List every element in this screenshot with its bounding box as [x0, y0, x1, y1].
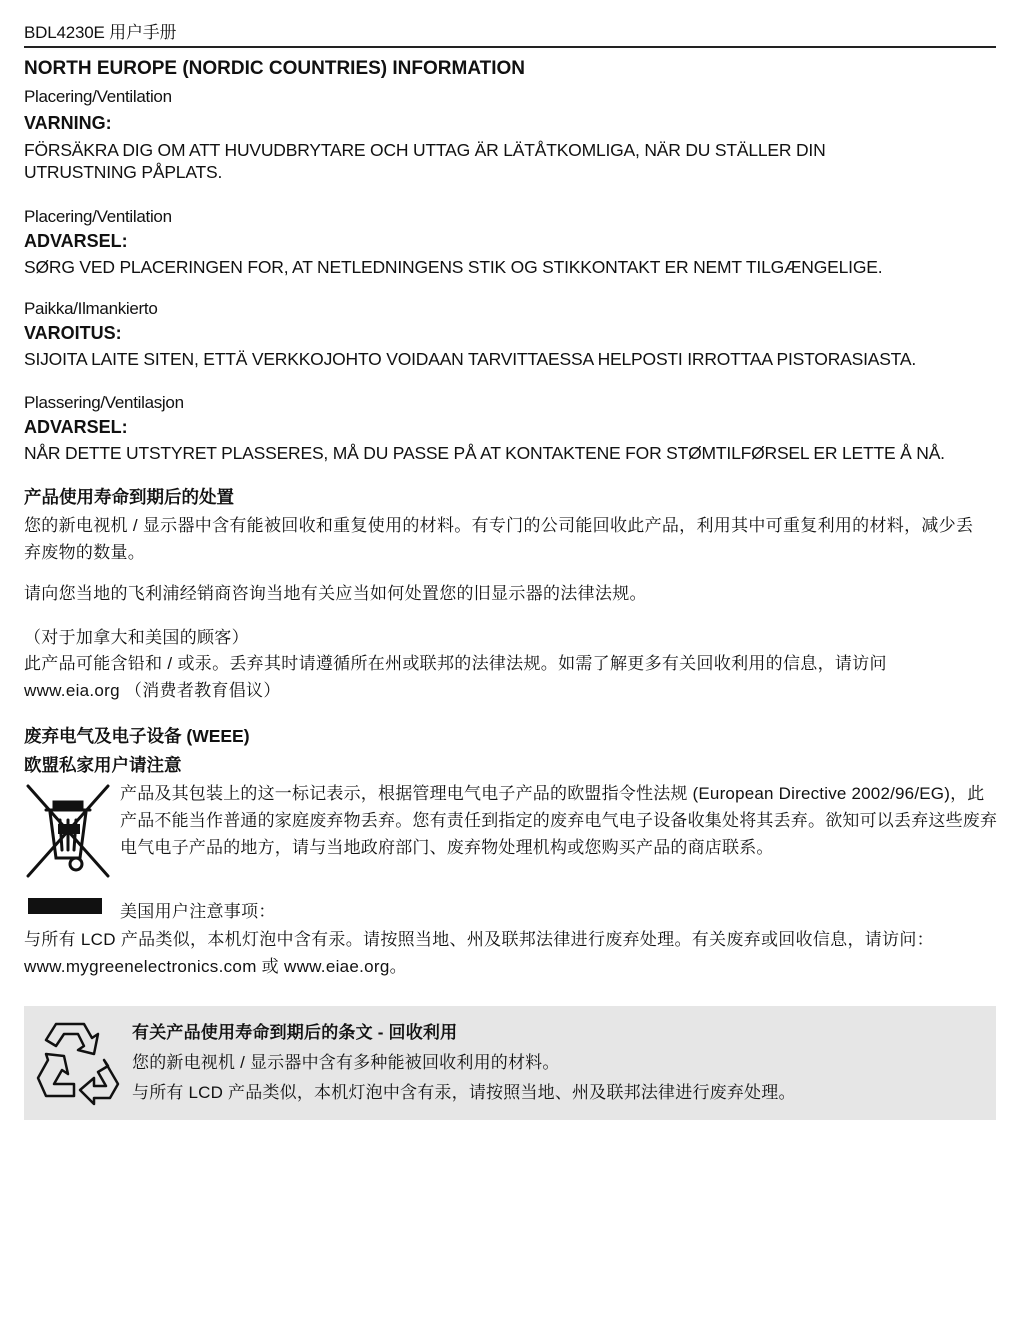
- black-bar-marker: [28, 898, 102, 914]
- nordic-heading: NORTH EUROPE (NORDIC COUNTRIES) INFORMATION: [24, 58, 526, 79]
- disposal-paragraph: 请向您当地的飞利浦经销商咨询当地有关应当如何处置您的旧显示器的法律法规。: [24, 584, 647, 603]
- ca-us-text: 此产品可能含铅和 / 或汞。丢弃其时请遵循所在州或联邦的法律法规。如需了解更多有关回收利用的信息，请访问 www.eia.org （消费者教育倡议）: [24, 654, 887, 700]
- weee-us-heading: 美国用户注意事项：: [120, 902, 276, 921]
- recycle-icon: [34, 1020, 120, 1106]
- warning-text: NÅR DETTE UTSTYRET PLASSERES, MÅ DU PASSE PÅ AT KONTAKTENE FOR STØMTILFØRSEL ER LETTE Å NÅ.: [24, 443, 945, 463]
- recycle-title: 有关产品使用寿命到期后的条文 - 回收利用: [132, 1023, 458, 1042]
- warning-label: ADVARSEL:: [24, 231, 128, 251]
- warning-text: SIJOITA LAITE SITEN, ETTÄ VERKKOJOHTO VOIDAAN TARVITTAESSA HELPOSTI IRROTTAA PISTORASIASTA.: [24, 349, 917, 369]
- disposal-paragraph: 您的新电视机 / 显示器中含有能被回收和重复使用的材料。有专门的公司能回收此产品，利用其中可重复利用的材料，减少丢弃废物的数量。: [24, 516, 974, 562]
- document-title: BDL4230E 用户手册: [24, 23, 177, 42]
- ca-us-heading: （对于加拿大和美国的顾客）: [24, 628, 249, 647]
- warning-text: SØRG VED PLACERINGEN FOR, AT NETLEDNINGENS STIK OG STIKKONTAKT ER NEMT TILGÆNGELIGE.: [24, 257, 883, 277]
- section-subtitle: Paikka/Ilmankierto: [24, 299, 158, 318]
- recycle-text-block: [132, 1018, 992, 1108]
- weee-eu-text: 产品及其包装上的这一标记表示，根据管理电气电子产品的欧盟指令性法规 (European Directive 2002/96/EG)，此产品不能当作普通的家庭废弃物丢弃。您有责任到指定的废弃电气电子设备收集处将其丢弃。欲知可以丢弃这些废弃电气电子产品的地方，请与当地政府部门、废弃物处理机构或您购买产品的商店联系。: [120, 784, 998, 857]
- warning-label: VARNING:: [24, 113, 112, 133]
- section-subtitle: Plassering/Ventilasjon: [24, 393, 184, 412]
- warning-text: FÖRSÄKRA DIG OM ATT HUVUDBRYTARE OCH UTTAG ÄR LÄTÅTKOMLIGA, NÄR DU STÄLLER DIN UTRUSTNING PÅPLATS.: [24, 140, 826, 182]
- crossed-bin-icon: [24, 784, 114, 882]
- warning-label: VAROITUS:: [24, 323, 122, 343]
- disposal-heading: 产品使用寿命到期后的处置: [24, 487, 234, 507]
- recycle-line: 与所有 LCD 产品类似，本机灯泡中含有汞，请按照当地、州及联邦法律进行废弃处理。: [132, 1083, 796, 1102]
- document-header: [24, 22, 996, 48]
- recycle-line: 您的新电视机 / 显示器中含有多种能被回收利用的材料。: [132, 1053, 560, 1072]
- weee-heading: 废弃电气及电子设备 (WEEE): [24, 726, 250, 746]
- section-subtitle: Placering/Ventilation: [24, 207, 172, 226]
- weee-eu-heading: 欧盟私家用户请注意: [24, 755, 182, 775]
- weee-us-text: 与所有 LCD 产品类似，本机灯泡中含有汞。请按照当地、州及联邦法律进行废弃处理。有关废弃或回收信息，请访问：www.mygreenelectronics.com 或 www.eiae.org。: [24, 930, 934, 976]
- warning-label: ADVARSEL:: [24, 417, 128, 437]
- section-subtitle: Placering/Ventilation: [24, 87, 172, 106]
